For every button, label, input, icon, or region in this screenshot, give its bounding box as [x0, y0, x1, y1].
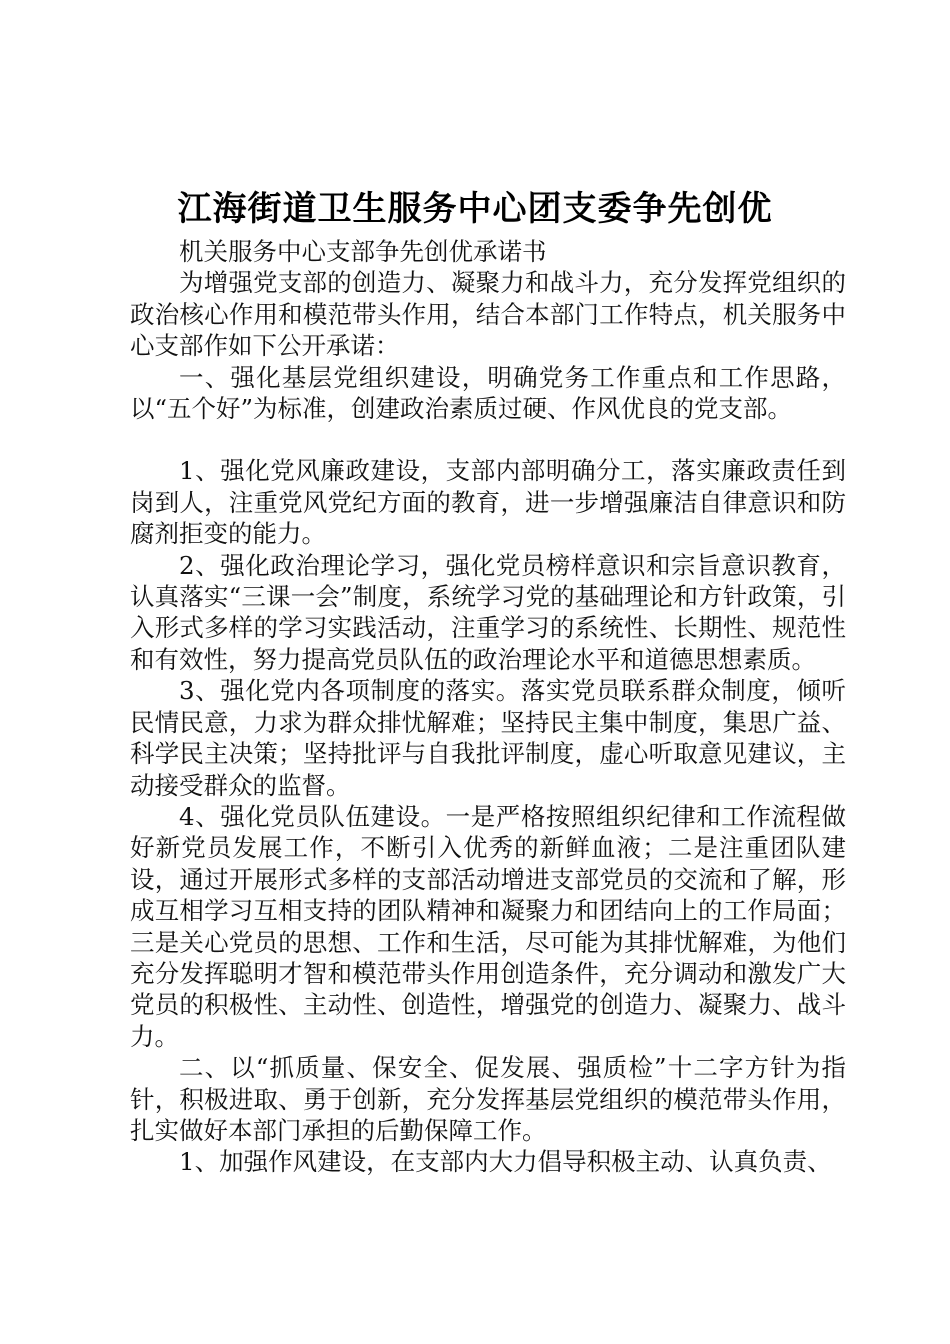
- section-two-item-1-paragraph: 1、加强作风建设，在支部内大力倡导积极主动、认真负责、: [179, 1147, 832, 1177]
- document-body: [130, 236, 846, 1178]
- item-2-paragraph: 2、强化政治理论学习，强化党员榜样意识和宗旨意识教育，认真落实“三课一会”制度，系统学习党的基础理论和方针政策，引入形式多样的学习实践活动，注重学习的系统性、长期性、规范性和有效性，努力提高党员队伍的政治理论水平和道德思想素质。: [130, 550, 846, 674]
- item-3-paragraph: 3、强化党内各项制度的落实。落实党员联系群众制度，倾听民情民意，力求为群众排忧解难；坚持民主集中制度，集思广益、科学民主决策；坚持批评与自我批评制度，虚心听取意见建议，主动接受群众的监督。: [130, 676, 846, 800]
- subtitle-paragraph: 机关服务中心支部争先创优承诺书: [179, 237, 547, 266]
- document-title: 江海街道卫生服务中心团支委争先创优: [177, 189, 773, 229]
- item-1-paragraph: 1、强化党风廉政建设，支部内部明确分工，落实廉政责任到岗到人，注重党风党纪方面的教育，进一步增强廉洁自律意识和防腐剂拒变的能力。: [130, 456, 846, 549]
- item-4-paragraph: 4、强化党员队伍建设。一是严格按照组织纪律和工作流程做好新党员发展工作，不断引入优秀的新鲜血液；二是注重团队建设，通过开展形式多样的支部活动增进支部党员的交流和了解，形成互相学习互相支持的团队精神和凝聚力和团结向上的工作局面；三是关心党员的思想、工作和生活，尽可能为其排忧解难，为他们充分发挥聪明才智和模范带头作用创造条件，充分调动和激发广大党员的积极性、主动性、创造性，增强党的创造力、凝聚力、战斗力。: [130, 801, 846, 1051]
- intro-paragraph: 为增强党支部的创造力、凝聚力和战斗力，充分发挥党组织的政治核心作用和模范带头作用，结合本部门工作特点，机关服务中心支部作如下公开承诺：: [130, 268, 846, 361]
- section-two-heading: 二、以“抓质量、保安全、促发展、强质检”十二字方针为指针，积极进取、勇于创新，充分发挥基层党组织的模范带头作用，扎实做好本部门承担的后勤保障工作。: [130, 1053, 846, 1145]
- section-one-heading: 一、强化基层党组织建设，明确党务工作重点和工作思路，以“五个好”为标准，创建政治素质过硬、作风优良的党支部。: [130, 362, 846, 424]
